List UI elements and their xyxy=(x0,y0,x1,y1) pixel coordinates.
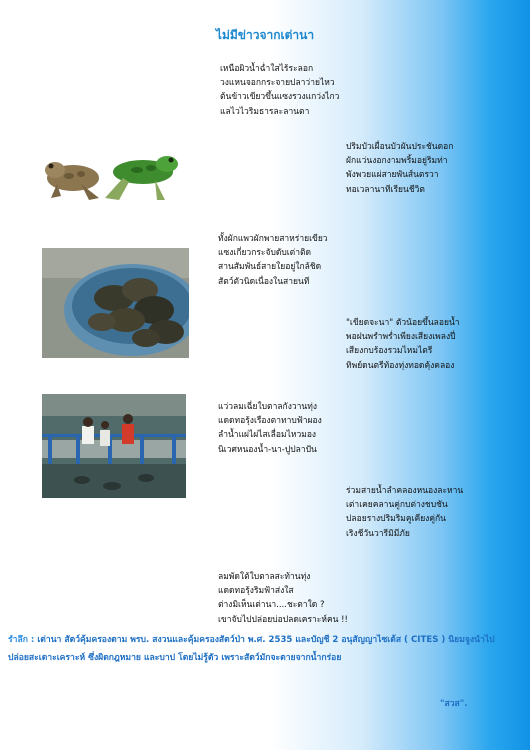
stanza-line: เริงชีวันวารีมิมีภัย xyxy=(346,528,410,539)
stanza-line: ต้นข้าวเขียวขึ้นแซงรวงแกว่งไกว xyxy=(220,92,340,103)
caption-lead: รำลึก : xyxy=(8,635,38,645)
poem-title: ไม่มีข่าวจากเต่านา xyxy=(215,28,315,42)
stanza-line: แลไวไวริมธารละลานตา xyxy=(220,106,310,117)
stanza-line: ทอเวลานาทีเรียนชีวิต xyxy=(346,184,425,195)
stanza-line: พอฝนพรำพร่ำเพียงเสียงเพลงปี่ xyxy=(346,332,456,343)
stanza-line: สัตว์ตัวนิดเนื่องในสายนที xyxy=(218,276,310,287)
frogs-photo xyxy=(33,140,185,208)
stanza-line: พังพวยแผ่สายพันส์นตรวา xyxy=(346,170,439,181)
stanza-line: เต่าเคยคลานคู่กบต่างชบชัน xyxy=(346,500,448,511)
stanza-line: แซงเกี่ยวกระจับดับเต่าติด xyxy=(218,248,312,259)
stanza-line: ผักแว่นงอกงามพริ้มอยู่ริมท่า xyxy=(346,156,448,167)
stanza-line: นิเวศหนองน้ำ-นา-ปูปลาปัน xyxy=(218,444,317,455)
stanza-line: ปริมบัวเผื่อนบัวผันประชันดอก xyxy=(346,142,454,152)
stanza-line: แว่วลมเฉี่ยใบตาลกังวานทุ่ง xyxy=(218,402,317,412)
stanza-line: เหนือผิวน้ำฉ่ำใสไร้ระลอก xyxy=(220,64,314,74)
stanza-line: ลำน้ำแผ่ไผ่ไสเลื่อมไหวมอง xyxy=(218,430,317,441)
stanza-line: สานสัมพันธ์สายใยอยู่ใกล้ชิด xyxy=(218,262,322,273)
caption-text: เต่านา สัตว์คุ้มครองตาม พรบ. สงวนและคุ้มครองสัตว์ป่า พ.ศ. 2535 และบัญชี 2 อนุสัญญาไซเต้ส ( CITES ) นิยมจูงนำไปปล่อยสะเดาะเคราะห์ ซึ่งผิดกฎหมาย และบาป โดยไม่รู้ตัว เพราะสัตว์มักจะตายจากน้ำกร่อย xyxy=(8,635,495,663)
stanza-line: ลมพัดใต้ใบตาลสะท้านทุ่ง xyxy=(218,572,311,582)
frogs-illustration xyxy=(33,140,185,208)
stanza-line: แดดทอรุ้งริมฟ้าส่งใส xyxy=(218,586,294,597)
stanza-line: ต่างมิเห็นเต่านา....ชะตาใด ? xyxy=(218,600,325,611)
stanza-line: ทั้งผักแพวผักพายสาหร่ายเขียว xyxy=(218,234,328,244)
stanza-1 xyxy=(220,62,339,119)
author-signature: "สวส". xyxy=(440,699,468,709)
stanza-line: ทิพย์ดนตรีท้องทุ่งทอดคุ้งคลอง xyxy=(346,360,455,371)
stanza-line: เสียงกบร้องรวมไหมไตรี xyxy=(346,346,433,357)
footnote-caption xyxy=(8,631,508,667)
stanza-4 xyxy=(346,316,460,373)
stanza-2 xyxy=(346,140,453,197)
stanza-line: "เขียดจะนา" ตัวน้อยขึ้นลอยน้ำ xyxy=(346,318,460,328)
stanza-7 xyxy=(218,570,348,627)
stanza-line: แดดทอรุ้งเรืองตาทาบฟ้าผอง xyxy=(218,416,322,427)
stanza-line: ปลอยรางปริมริมคูเคียงคู่กัน xyxy=(346,514,446,525)
stanza-5 xyxy=(218,400,322,457)
stanza-line: เขาจับไปปล่อยบ่อปลดเคราะห์คน !! xyxy=(218,614,348,625)
stanza-line: วงแหนจอกกระจายปลาว่ายไหว xyxy=(220,78,335,89)
stanza-line: ร่วมสายน้ำลำคลองหนองละหาน xyxy=(346,486,464,496)
turtles-basin-photo xyxy=(42,248,189,358)
stanza-6 xyxy=(346,484,463,541)
stanza-3 xyxy=(218,232,328,289)
release-pier-photo xyxy=(42,394,186,498)
pier-illustration xyxy=(42,394,186,498)
turtles-illustration xyxy=(42,248,189,358)
